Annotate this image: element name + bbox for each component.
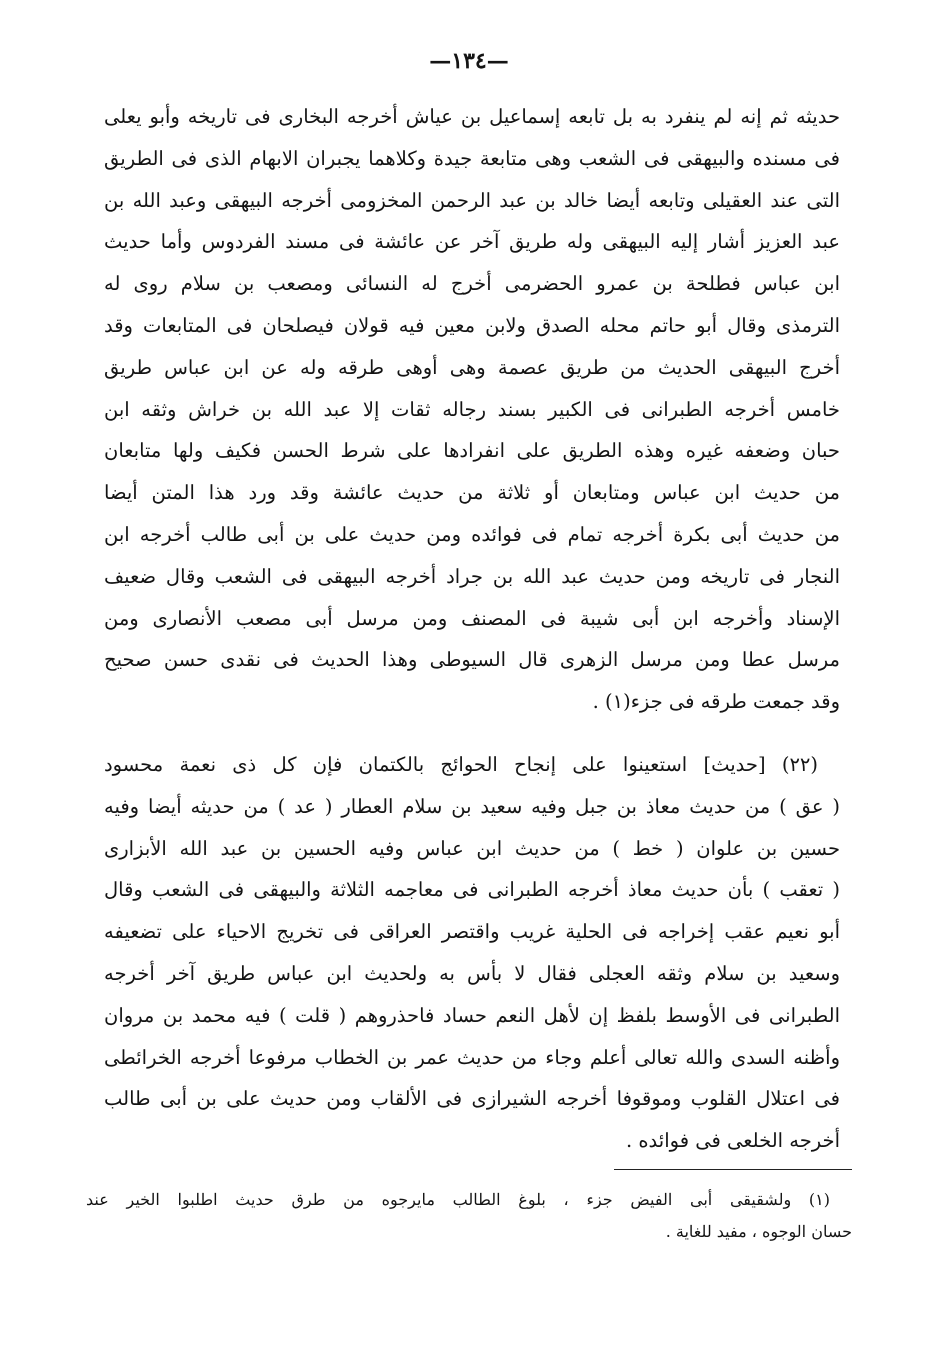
footnote-line: (١) ولشقيقى أبى الفيض جزء ، بلوغ الطالب مايرجوه من طرق حديث اطلبوا الخير عند bbox=[86, 1190, 830, 1209]
page-number: —١٣٤— bbox=[429, 48, 509, 74]
text-line: خامس أخرجه الطبرانى فى الكبير بسند رجاله ثقات إلا عبد الله بن خراش وثقه ابن bbox=[104, 397, 840, 421]
text-line: أخرج البيهقى الحديث من طريق عصمة وهى أوهى طرقه وله عن ابن عباس طريق bbox=[104, 355, 840, 379]
text-line: النجار فى تاريخه ومن حديث عبد الله بن جراد أخرجه البيهقى فى الشعب وقال ضعيف bbox=[104, 564, 840, 588]
text-line: الترمذى وقال أبو حاتم محله الصدق ولابن معين فيه قولان فيصلحان فى المتابعات وقد bbox=[104, 313, 840, 337]
text-line: حديثه ثم إنه لم ينفرد به بل تابعه إسماعيل بن عياش أخرجه البخارى فى تاريخه وأبو يعلى bbox=[104, 105, 840, 128]
text-line: أخرجه الخلعى فى فوائده . bbox=[625, 1129, 840, 1153]
text-line: ( تعقب ) بأن حديث معاذ أخرجه الطبرانى فى معاجمه الثلاثة والبيهقى فى الشعب وقال bbox=[104, 878, 840, 902]
text-line: ابن عباس فطلحة بن عمرو الحضرمى أخرج له النسائى ومصعب بن سلام روى له bbox=[104, 272, 840, 296]
text-line: حسين بن علوان ( خط ) من حديث ابن عباس وفيه الحسين بن عبد الله الأبزارى bbox=[104, 836, 840, 860]
text-line: مرسل عطا ومن مرسل الزهرى قال السيوطى وهذا الحديث فى نقدى حسن صحيح bbox=[104, 648, 840, 672]
text-line: وأظنه السدى والله تعالى أعلم وجاء من حديث عمر بن الخطاب مرفوعا أخرجه الخرائطى bbox=[104, 1045, 840, 1069]
text-line: وسعيد بن سلام وثقه العجلى فقال لا بأس به ولحديث ابن عباس طريق آخر أخرجه bbox=[104, 961, 840, 985]
main-paragraph bbox=[104, 96, 840, 723]
hadith-entry-22 bbox=[104, 744, 840, 1162]
text-line: عبد العزيز أشار إليه البيهقى وله طريق آخر عن عائشة فى مسند الفردوس وأما حديث bbox=[104, 230, 840, 254]
text-line: أبو نعيم عقب إخراجه فى الحلية غريب واقتصر العراقى فى تخريج الاحياء على تضعيفه bbox=[104, 920, 840, 944]
text-line: التى عند العقيلى وتابعه أيضا خالد بن عبد الرحمن المخزومى أخرجه البيهقى وعبد الله بن bbox=[104, 188, 840, 212]
text-line: فى اعتلال القلوب وموقوفا أخرجه الشيرازى فى الألقاب ومن حديث على بن أبى طالب bbox=[104, 1087, 840, 1111]
text-line: ( عق ) من حديث معاذ بن جبل وفيه سعيد بن سلام العطار ( عد ) من حديثه أيضا وفيه bbox=[104, 794, 840, 818]
text-line: فى مسنده والبيهقى فى الشعب وهى متابعة جيدة وكلاهما يجبران الابهام الذى فى الطريق bbox=[104, 146, 840, 170]
footnote bbox=[86, 1184, 852, 1248]
text-line: الطبرانى فى الأوسط بلفظ إن لأهل النعم حساد فاحذروهم ( قلت ) فيه محمد بن مروان bbox=[104, 1003, 840, 1027]
text-line: حبان وضعفه غيره وهذه الطريق على انفرادها على شرط الحسن فكيف ولها متابعان bbox=[104, 439, 840, 463]
text-line: من حديث أبى بكرة أخرجه تمام فى فوائده ومن حديث على بن أبى طالب أخرجه ابن bbox=[104, 522, 840, 546]
text-line: (٢٢) [حديث] استعينوا على إنجاح الحوائج بالكتمان فإن كل ذى نعمة محسود bbox=[104, 753, 818, 776]
text-line: وقد جمعت طرقه فى جزء(١) . bbox=[592, 690, 840, 714]
text-line: من حديث ابن عباس ومتابعان أو ثلاثة من حديث عائشة وقد ورد هذا المتن أيضا bbox=[104, 481, 840, 505]
footnote-line: حسان الوجوه ، مفيد للغاية . bbox=[665, 1222, 852, 1241]
text-line: الإسناد وأخرجه ابن أبى شيبة فى المصنف ومن مرسل أبى مصعب الأنصارى ومن bbox=[104, 606, 840, 630]
footnote-divider bbox=[614, 1169, 852, 1170]
